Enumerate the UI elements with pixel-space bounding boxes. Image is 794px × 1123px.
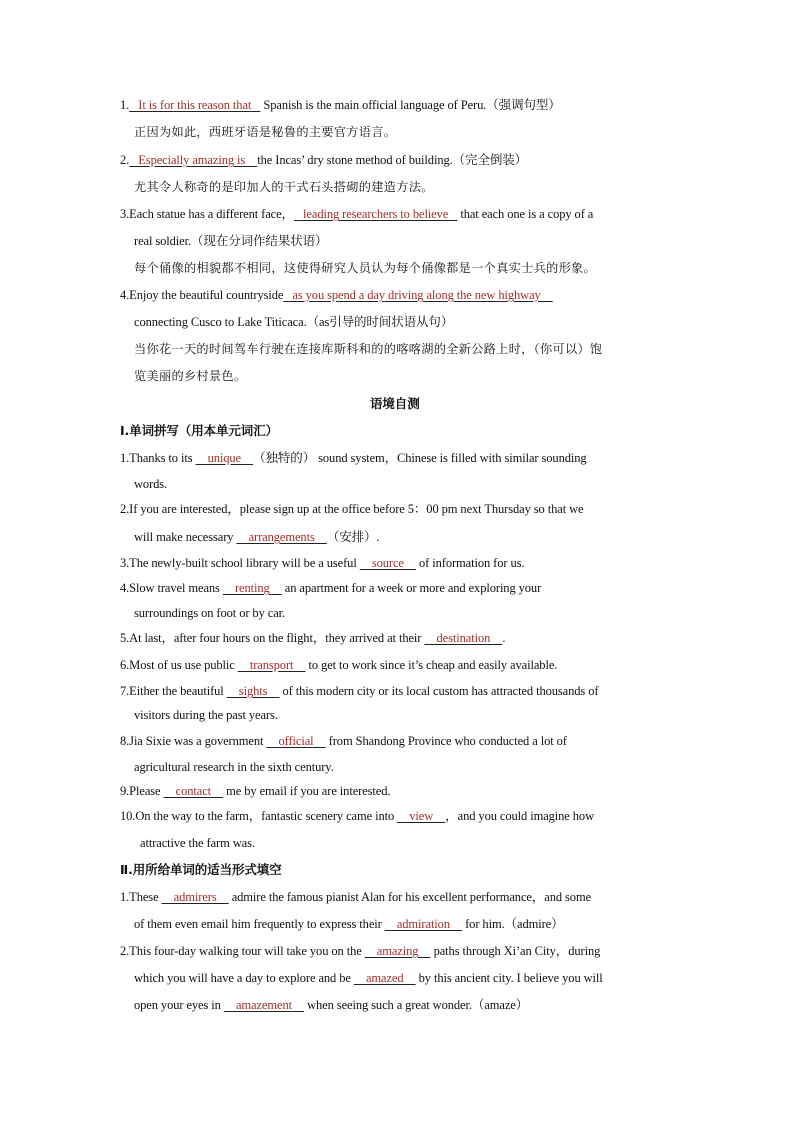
item-text: admire the famous pianist Alan for his excellent performance，and some [228, 890, 592, 904]
item-1 [120, 450, 587, 466]
item-text: open your eyes in [134, 998, 224, 1012]
item-text: when seeing such a great wonder.（amaze） [304, 998, 529, 1012]
item-5 [120, 630, 505, 646]
item-text: 10.On the way to the farm，fantastic scenery came into [120, 809, 398, 823]
item-6 [120, 657, 557, 673]
item-text: 2.This four-day walking tour will take you on the [120, 944, 365, 958]
item-number: 1. [120, 98, 130, 112]
item-3 [120, 555, 524, 571]
sentence-3-line2: real soldier.（现在分词作结果状语） [134, 234, 328, 248]
item-text: 5.At last，after four hours on the flight，they arrived at their [120, 631, 425, 645]
sentence-text: Spanish is the main official language of Peru.（强调句型） [260, 98, 561, 112]
sentence-4 [120, 287, 553, 303]
sentence-text: that each one is a copy of a [457, 207, 594, 221]
sec2-item-2-line2 [134, 970, 603, 986]
answer-blank: transport [237, 658, 306, 672]
item-text: of information for us. [415, 556, 525, 570]
answer-blank: view [397, 809, 446, 823]
item-text: . [502, 631, 506, 645]
sentence-text: 3.Each statue has a different face， [120, 207, 294, 221]
item-text: to get to work since it’s cheap and easily available. [305, 658, 558, 672]
answer-blank: arrangements [236, 530, 327, 544]
sentence-4-line2: connecting Cusco to Lake Titicaca.（as引导的时间状语从句） [134, 315, 454, 329]
sentence-1 [120, 97, 561, 113]
answer-blank: admirers [161, 890, 229, 904]
item-7-line2: visitors during the past years. [134, 708, 278, 722]
item-text: me by email if you are interested. [223, 784, 391, 798]
answer-blank: amazed [353, 971, 416, 985]
item-text: 8.Jia Sixie was a government [120, 734, 267, 748]
answer-blank: official [266, 734, 326, 748]
item-1-line2: words. [134, 477, 168, 491]
answer-blank: leading researchers to believe [293, 207, 458, 221]
item-2-line2 [134, 529, 379, 545]
answer-blank: It is for this reason that [129, 98, 261, 112]
answer-blank: renting [222, 581, 282, 595]
item-text: for him.（admire） [462, 917, 564, 931]
item-text: 3.The newly-built school library will be a useful [120, 556, 360, 570]
item-7 [120, 683, 598, 699]
item-10 [120, 808, 594, 824]
sentence-3-translation: 每个俑像的相貌都不相同，这使得研究人员认为每个俑像都是一个真实士兵的形象。 [134, 261, 597, 275]
sentence-4-translation: 当你花一天的时间驾车行驶在连接库斯科和的的喀喀湖的全新公路上时，（你可以）饱 [134, 342, 603, 356]
sentence-2-translation: 尤其令人称奇的是印加人的干式石头搭砌的建造方法。 [134, 180, 434, 194]
sentence-text: 4.Enjoy the beautiful countryside [120, 288, 284, 302]
answer-blank: sights [226, 684, 280, 698]
item-8 [120, 733, 567, 749]
sec2-item-1 [120, 889, 591, 905]
item-text: an apartment for a week or more and exploring your [281, 581, 542, 595]
sentence-4-translation-line2: 览美丽的乡村景色。 [134, 369, 247, 383]
answer-blank: unique [195, 451, 254, 465]
section-1-title: Ⅰ.单词拼写（用本单元词汇） [120, 423, 279, 438]
item-text: 7.Either the beautiful [120, 684, 227, 698]
item-text: （独特的） sound system，Chinese is filled with similar sounding [253, 451, 587, 465]
item-text: 6.Most of us use public [120, 658, 238, 672]
answer-blank: Especially amazing is [129, 153, 258, 167]
section-title: 语境自测 [370, 396, 420, 411]
item-text: from Shandong Province who conducted a lot of [325, 734, 567, 748]
item-text: paths through Xi’an City，during [430, 944, 601, 958]
sentence-1-translation: 正因为如此，西班牙语是秘鲁的主要官方语言。 [134, 125, 397, 139]
sec2-item-2-line3 [134, 997, 528, 1013]
item-9 [120, 783, 390, 799]
item-text: 9.Please [120, 784, 164, 798]
item-text: 1.These [120, 890, 162, 904]
answer-blank: source [359, 556, 416, 570]
sentence-2 [120, 152, 527, 168]
answer-blank: contact [163, 784, 224, 798]
item-4 [120, 580, 541, 596]
item-text: 4.Slow travel means [120, 581, 223, 595]
answer-blank: as you spend a day driving along the new highway [283, 288, 553, 302]
item-number: 2. [120, 153, 130, 167]
item-text: of this modern city or its local custom has attracted thousands of [279, 684, 599, 698]
sentence-3 [120, 206, 593, 222]
item-2: 2.If you are interested，please sign up at the office before 5：00 pm next Thursday so that we [120, 502, 584, 516]
item-text: which you will have a day to explore and be [134, 971, 354, 985]
item-4-line2: surroundings on foot or by car. [134, 606, 286, 620]
item-text: by this ancient city. I believe you will [415, 971, 603, 985]
item-text: （安排）. [326, 530, 380, 544]
item-8-line2: agricultural research in the sixth century. [134, 760, 334, 774]
section-2-title: Ⅱ.用所给单词的适当形式填空 [120, 862, 282, 877]
item-text: 1.Thanks to its [120, 451, 196, 465]
answer-blank: admiration [384, 917, 463, 931]
answer-blank: destination [424, 631, 503, 645]
sec2-item-1-line2 [134, 916, 564, 932]
sentence-text: the Incas’ dry stone method of building.（完全倒装） [257, 153, 528, 167]
item-text: of them even email him frequently to express their [134, 917, 385, 931]
sec2-item-2 [120, 943, 600, 959]
answer-blank: amazing [364, 944, 431, 958]
item-text: will make necessary [134, 530, 237, 544]
item-text: ，and you could imagine how [445, 809, 595, 823]
answer-blank: amazement [223, 998, 305, 1012]
item-10-line2: attractive the farm was. [140, 836, 255, 850]
